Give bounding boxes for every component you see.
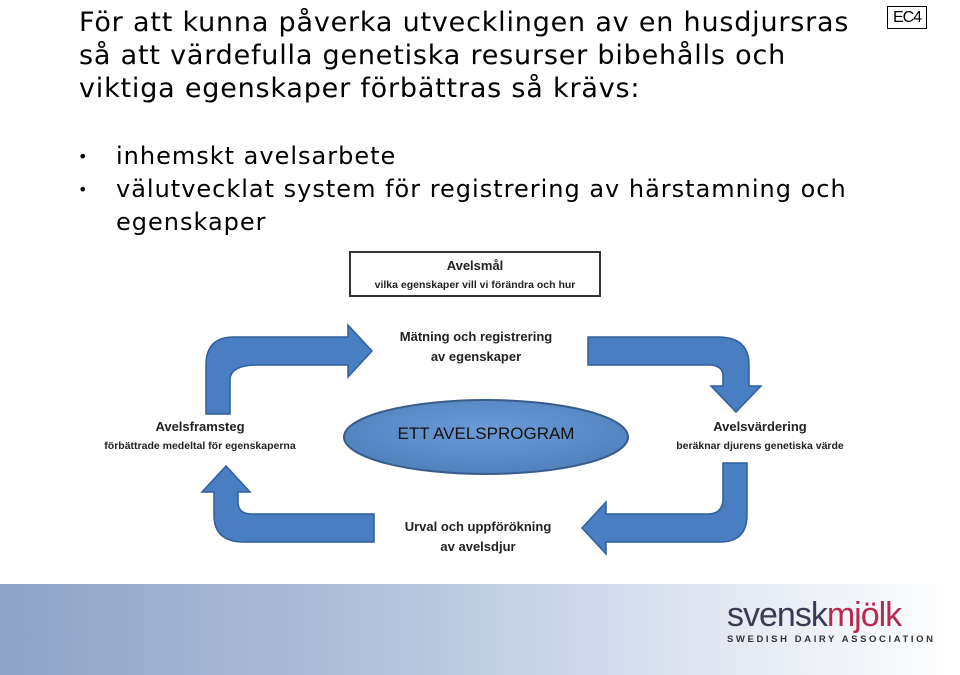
progress-title: Avelsframsteg: [155, 419, 245, 434]
bullet-text: välutvecklat system för registrering av härstamning och egenskaper: [116, 175, 847, 236]
selection-title: Urval och uppförökning: [404, 519, 552, 534]
arrow-top-right-icon: [588, 337, 761, 412]
arrow-bottom-right-icon: [582, 463, 747, 554]
center-program-label: ETT AVELSPROGRAM: [397, 424, 575, 443]
goal-subtitle: vilka egenskaper vill vi förändra och hur: [374, 279, 576, 291]
slide-code-badge: EC4: [887, 6, 927, 29]
logo-wordmark: [727, 597, 936, 633]
logo-part-1: svensk: [727, 596, 827, 634]
bullet-dot-icon: •: [78, 147, 89, 166]
bullet-dot-icon: •: [78, 180, 89, 199]
progress-label: [80, 417, 320, 455]
measurement-label: [366, 327, 586, 367]
arrow-bottom-left-icon: [202, 466, 374, 542]
logo-subtitle: SWEDISH DAIRY ASSOCIATION: [727, 634, 936, 645]
evaluation-title: Avelsvärdering: [713, 419, 807, 434]
svenskmjolk-logo: [727, 597, 936, 645]
progress-subtitle: förbättrade medeltal för egenskaperna: [104, 440, 296, 452]
measurement-title: Mätning och registrering: [399, 329, 553, 344]
goal-title: Avelsmål: [446, 258, 504, 273]
title-line-3: viktiga egenskaper förbättras så krävs:: [79, 73, 641, 104]
measurement-subtitle: av egenskaper: [430, 349, 522, 364]
title-line-2: så att värdefulla genetiska resurser bibehålls och: [79, 40, 786, 71]
selection-subtitle: av avelsdjur: [440, 539, 516, 554]
selection-label: [368, 517, 588, 557]
evaluation-subtitle: beräknar djurens genetiska värde: [676, 440, 844, 452]
bullet-text: inhemskt avelsarbete: [116, 142, 397, 170]
logo-part-2: mjölk: [826, 596, 902, 634]
title-line-1: För att kunna påverka utvecklingen av en husdjursras: [79, 7, 850, 38]
arrow-top-left-icon: [206, 325, 372, 414]
goal-label: [349, 256, 601, 294]
evaluation-label: [650, 417, 870, 455]
